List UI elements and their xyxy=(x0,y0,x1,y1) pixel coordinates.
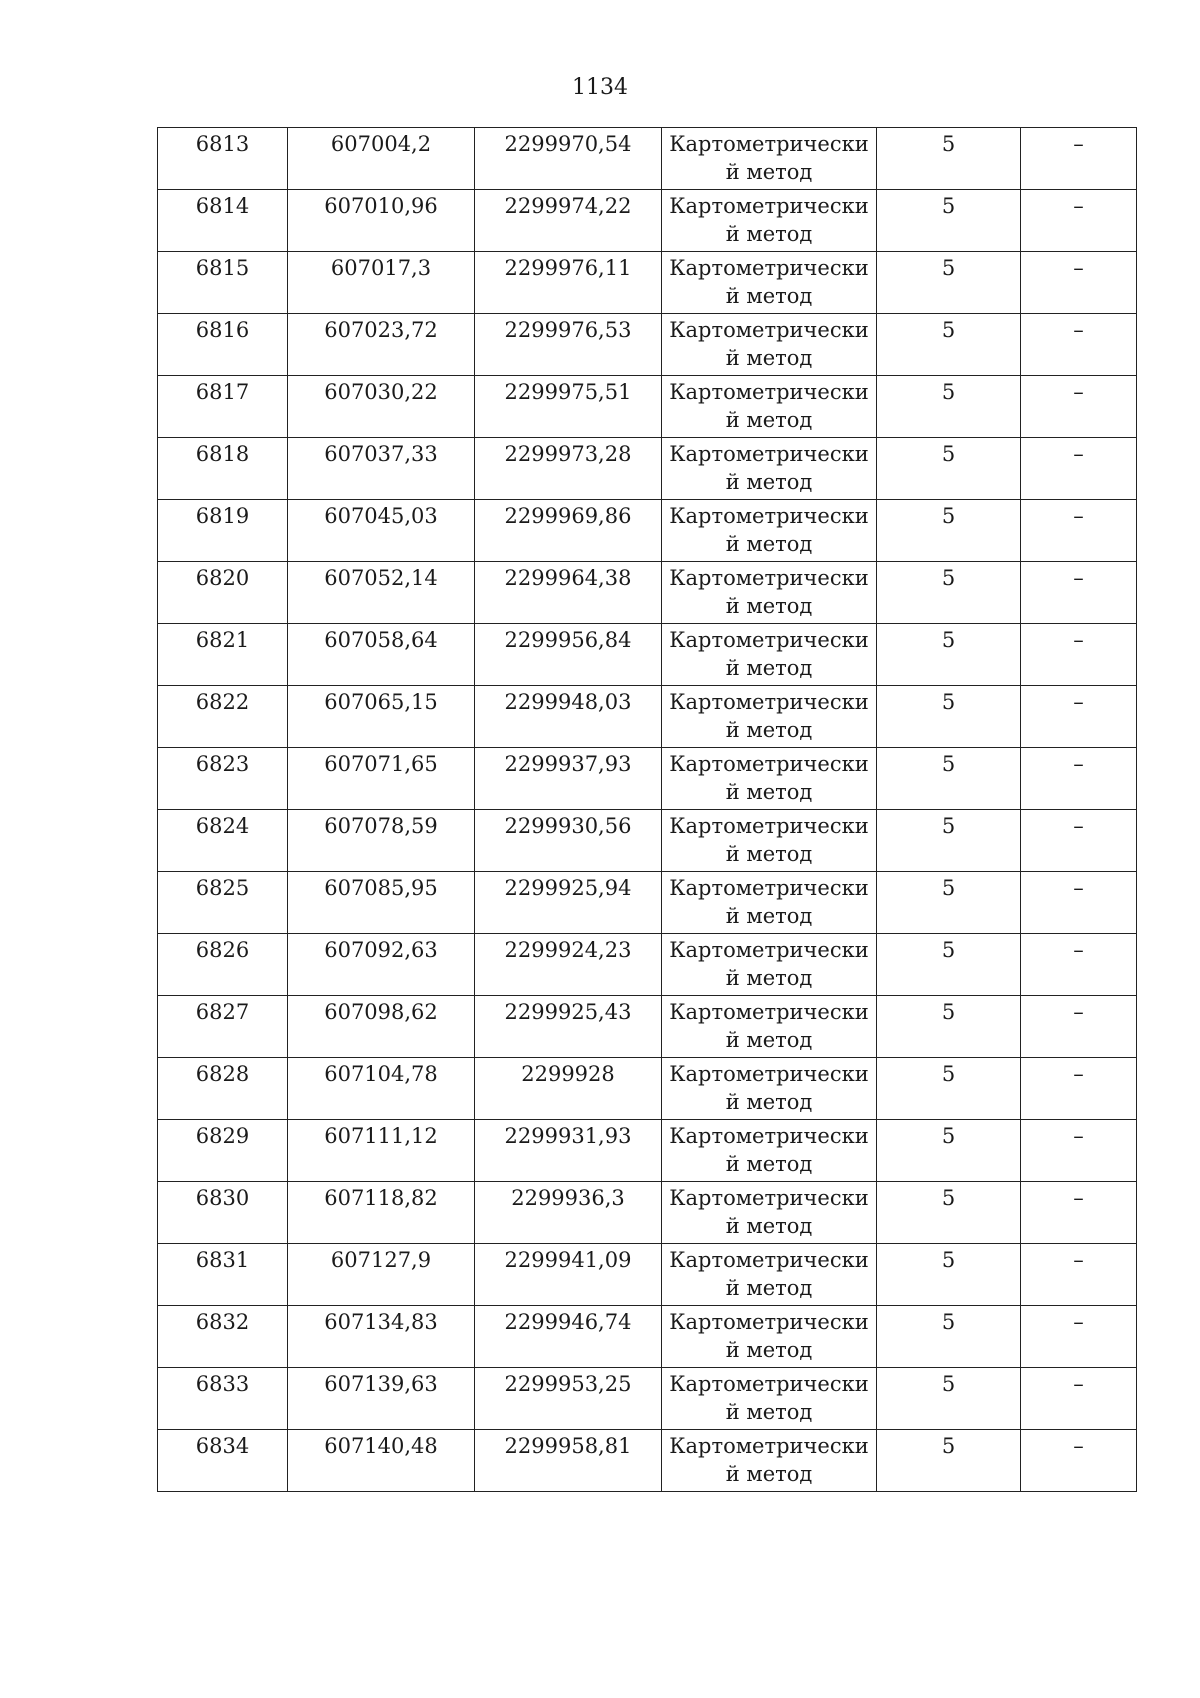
method-line-1: Картометрически xyxy=(669,1310,869,1334)
method-line-2: й метод xyxy=(725,1028,813,1052)
table-row xyxy=(158,624,1137,686)
table-row xyxy=(158,1182,1137,1244)
method-line-1: Картометрически xyxy=(669,628,869,652)
note-cell: – xyxy=(1021,1368,1137,1430)
method-line-2: й метод xyxy=(725,532,813,556)
note-cell: – xyxy=(1021,252,1137,314)
method-line-1: Картометрически xyxy=(669,1062,869,1086)
method-line-1: Картометрически xyxy=(669,690,869,714)
method-cell xyxy=(662,1306,877,1368)
table-row xyxy=(158,1368,1137,1430)
point-number-cell: 6819 xyxy=(158,500,288,562)
table-row xyxy=(158,1306,1137,1368)
point-number-cell: 6823 xyxy=(158,748,288,810)
method-cell xyxy=(662,934,877,996)
x-coordinate-cell: 607085,95 xyxy=(288,872,475,934)
accuracy-cell: 5 xyxy=(877,128,1021,190)
table-row xyxy=(158,190,1137,252)
method-line-2: й метод xyxy=(725,966,813,990)
method-line-2: й метод xyxy=(725,656,813,680)
note-cell: – xyxy=(1021,934,1137,996)
accuracy-cell: 5 xyxy=(877,1430,1021,1492)
coordinates-table xyxy=(157,127,1137,1492)
method-cell xyxy=(662,562,877,624)
table-row xyxy=(158,252,1137,314)
method-line-2: й метод xyxy=(725,1338,813,1362)
table-row xyxy=(158,934,1137,996)
method-line-2: й метод xyxy=(725,780,813,804)
method-line-1: Картометрически xyxy=(669,1186,869,1210)
note-cell: – xyxy=(1021,1182,1137,1244)
y-coordinate-cell: 2299970,54 xyxy=(475,128,662,190)
accuracy-cell: 5 xyxy=(877,1244,1021,1306)
point-number-cell: 6813 xyxy=(158,128,288,190)
x-coordinate-cell: 607134,83 xyxy=(288,1306,475,1368)
y-coordinate-cell: 2299953,25 xyxy=(475,1368,662,1430)
method-line-2: й метод xyxy=(725,408,813,432)
method-cell xyxy=(662,1058,877,1120)
note-cell: – xyxy=(1021,686,1137,748)
method-cell xyxy=(662,500,877,562)
point-number-cell: 6830 xyxy=(158,1182,288,1244)
method-cell xyxy=(662,1182,877,1244)
x-coordinate-cell: 607037,33 xyxy=(288,438,475,500)
coordinates-table-body xyxy=(158,128,1137,1492)
x-coordinate-cell: 607127,9 xyxy=(288,1244,475,1306)
method-line-1: Картометрически xyxy=(669,256,869,280)
table-row xyxy=(158,1244,1137,1306)
y-coordinate-cell: 2299964,38 xyxy=(475,562,662,624)
point-number-cell: 6825 xyxy=(158,872,288,934)
method-line-1: Картометрически xyxy=(669,380,869,404)
accuracy-cell: 5 xyxy=(877,252,1021,314)
method-cell xyxy=(662,252,877,314)
method-line-2: й метод xyxy=(725,904,813,928)
y-coordinate-cell: 2299969,86 xyxy=(475,500,662,562)
method-cell xyxy=(662,190,877,252)
x-coordinate-cell: 607004,2 xyxy=(288,128,475,190)
method-line-2: й метод xyxy=(725,594,813,618)
point-number-cell: 6820 xyxy=(158,562,288,624)
note-cell: – xyxy=(1021,1244,1137,1306)
note-cell: – xyxy=(1021,810,1137,872)
accuracy-cell: 5 xyxy=(877,376,1021,438)
y-coordinate-cell: 2299973,28 xyxy=(475,438,662,500)
accuracy-cell: 5 xyxy=(877,1058,1021,1120)
method-cell xyxy=(662,314,877,376)
point-number-cell: 6833 xyxy=(158,1368,288,1430)
method-cell xyxy=(662,748,877,810)
y-coordinate-cell: 2299928 xyxy=(475,1058,662,1120)
point-number-cell: 6814 xyxy=(158,190,288,252)
method-cell xyxy=(662,128,877,190)
table-row xyxy=(158,314,1137,376)
method-cell xyxy=(662,1120,877,1182)
y-coordinate-cell: 2299974,22 xyxy=(475,190,662,252)
method-line-2: й метод xyxy=(725,1214,813,1238)
x-coordinate-cell: 607023,72 xyxy=(288,314,475,376)
y-coordinate-cell: 2299976,11 xyxy=(475,252,662,314)
point-number-cell: 6827 xyxy=(158,996,288,1058)
method-line-1: Картометрически xyxy=(669,504,869,528)
table-row xyxy=(158,748,1137,810)
method-line-2: й метод xyxy=(725,718,813,742)
method-cell xyxy=(662,1430,877,1492)
table-row xyxy=(158,1120,1137,1182)
note-cell: – xyxy=(1021,314,1137,376)
x-coordinate-cell: 607030,22 xyxy=(288,376,475,438)
method-line-2: й метод xyxy=(725,284,813,308)
x-coordinate-cell: 607058,64 xyxy=(288,624,475,686)
x-coordinate-cell: 607104,78 xyxy=(288,1058,475,1120)
point-number-cell: 6821 xyxy=(158,624,288,686)
note-cell: – xyxy=(1021,1120,1137,1182)
point-number-cell: 6822 xyxy=(158,686,288,748)
x-coordinate-cell: 607052,14 xyxy=(288,562,475,624)
method-line-1: Картометрически xyxy=(669,876,869,900)
x-coordinate-cell: 607092,63 xyxy=(288,934,475,996)
point-number-cell: 6818 xyxy=(158,438,288,500)
note-cell: – xyxy=(1021,1058,1137,1120)
note-cell: – xyxy=(1021,1306,1137,1368)
point-number-cell: 6829 xyxy=(158,1120,288,1182)
accuracy-cell: 5 xyxy=(877,500,1021,562)
table-row xyxy=(158,686,1137,748)
method-cell xyxy=(662,872,877,934)
x-coordinate-cell: 607111,12 xyxy=(288,1120,475,1182)
method-line-2: й метод xyxy=(725,346,813,370)
method-line-2: й метод xyxy=(725,1152,813,1176)
y-coordinate-cell: 2299924,23 xyxy=(475,934,662,996)
method-line-1: Картометрически xyxy=(669,566,869,590)
method-line-1: Картометрически xyxy=(669,814,869,838)
note-cell: – xyxy=(1021,872,1137,934)
method-cell xyxy=(662,376,877,438)
y-coordinate-cell: 2299937,93 xyxy=(475,748,662,810)
table-row xyxy=(158,500,1137,562)
point-number-cell: 6831 xyxy=(158,1244,288,1306)
accuracy-cell: 5 xyxy=(877,872,1021,934)
method-line-1: Картометрически xyxy=(669,442,869,466)
accuracy-cell: 5 xyxy=(877,810,1021,872)
x-coordinate-cell: 607071,65 xyxy=(288,748,475,810)
y-coordinate-cell: 2299925,94 xyxy=(475,872,662,934)
accuracy-cell: 5 xyxy=(877,624,1021,686)
method-line-2: й метод xyxy=(725,222,813,246)
method-line-1: Картометрически xyxy=(669,1000,869,1024)
y-coordinate-cell: 2299936,3 xyxy=(475,1182,662,1244)
y-coordinate-cell: 2299930,56 xyxy=(475,810,662,872)
method-line-1: Картометрически xyxy=(669,752,869,776)
accuracy-cell: 5 xyxy=(877,996,1021,1058)
x-coordinate-cell: 607065,15 xyxy=(288,686,475,748)
method-line-1: Картометрически xyxy=(669,318,869,342)
note-cell: – xyxy=(1021,1430,1137,1492)
y-coordinate-cell: 2299976,53 xyxy=(475,314,662,376)
y-coordinate-cell: 2299925,43 xyxy=(475,996,662,1058)
x-coordinate-cell: 607045,03 xyxy=(288,500,475,562)
x-coordinate-cell: 607140,48 xyxy=(288,1430,475,1492)
accuracy-cell: 5 xyxy=(877,1368,1021,1430)
note-cell: – xyxy=(1021,376,1137,438)
table-row xyxy=(158,810,1137,872)
method-line-2: й метод xyxy=(725,1400,813,1424)
method-cell xyxy=(662,624,877,686)
method-cell xyxy=(662,1368,877,1430)
accuracy-cell: 5 xyxy=(877,438,1021,500)
accuracy-cell: 5 xyxy=(877,1182,1021,1244)
method-line-2: й метод xyxy=(725,470,813,494)
accuracy-cell: 5 xyxy=(877,934,1021,996)
table-row xyxy=(158,1058,1137,1120)
note-cell: – xyxy=(1021,996,1137,1058)
table-row xyxy=(158,438,1137,500)
point-number-cell: 6815 xyxy=(158,252,288,314)
point-number-cell: 6816 xyxy=(158,314,288,376)
accuracy-cell: 5 xyxy=(877,190,1021,252)
note-cell: – xyxy=(1021,128,1137,190)
accuracy-cell: 5 xyxy=(877,748,1021,810)
y-coordinate-cell: 2299948,03 xyxy=(475,686,662,748)
page-number: 1134 xyxy=(572,75,628,100)
x-coordinate-cell: 607139,63 xyxy=(288,1368,475,1430)
x-coordinate-cell: 607010,96 xyxy=(288,190,475,252)
method-line-1: Картометрически xyxy=(669,194,869,218)
method-cell xyxy=(662,1244,877,1306)
method-line-2: й метод xyxy=(725,1462,813,1486)
accuracy-cell: 5 xyxy=(877,686,1021,748)
point-number-cell: 6834 xyxy=(158,1430,288,1492)
y-coordinate-cell: 2299958,81 xyxy=(475,1430,662,1492)
note-cell: – xyxy=(1021,748,1137,810)
method-cell xyxy=(662,686,877,748)
method-line-1: Картометрически xyxy=(669,938,869,962)
point-number-cell: 6817 xyxy=(158,376,288,438)
note-cell: – xyxy=(1021,500,1137,562)
accuracy-cell: 5 xyxy=(877,1306,1021,1368)
y-coordinate-cell: 2299956,84 xyxy=(475,624,662,686)
method-line-1: Картометрически xyxy=(669,1124,869,1148)
note-cell: – xyxy=(1021,562,1137,624)
method-line-1: Картометрически xyxy=(669,1248,869,1272)
note-cell: – xyxy=(1021,624,1137,686)
note-cell: – xyxy=(1021,190,1137,252)
point-number-cell: 6832 xyxy=(158,1306,288,1368)
method-line-2: й метод xyxy=(725,1276,813,1300)
table-row xyxy=(158,562,1137,624)
method-line-2: й метод xyxy=(725,160,813,184)
x-coordinate-cell: 607078,59 xyxy=(288,810,475,872)
method-cell xyxy=(662,996,877,1058)
table-row xyxy=(158,1430,1137,1492)
method-cell xyxy=(662,810,877,872)
table-row xyxy=(158,996,1137,1058)
point-number-cell: 6824 xyxy=(158,810,288,872)
y-coordinate-cell: 2299931,93 xyxy=(475,1120,662,1182)
method-cell xyxy=(662,438,877,500)
table-row xyxy=(158,128,1137,190)
accuracy-cell: 5 xyxy=(877,314,1021,376)
method-line-1: Картометрически xyxy=(669,1434,869,1458)
x-coordinate-cell: 607098,62 xyxy=(288,996,475,1058)
accuracy-cell: 5 xyxy=(877,562,1021,624)
table-row xyxy=(158,872,1137,934)
y-coordinate-cell: 2299946,74 xyxy=(475,1306,662,1368)
y-coordinate-cell: 2299941,09 xyxy=(475,1244,662,1306)
method-line-2: й метод xyxy=(725,842,813,866)
table-row xyxy=(158,376,1137,438)
method-line-1: Картометрически xyxy=(669,132,869,156)
method-line-1: Картометрически xyxy=(669,1372,869,1396)
point-number-cell: 6828 xyxy=(158,1058,288,1120)
accuracy-cell: 5 xyxy=(877,1120,1021,1182)
method-line-2: й метод xyxy=(725,1090,813,1114)
note-cell: – xyxy=(1021,438,1137,500)
x-coordinate-cell: 607017,3 xyxy=(288,252,475,314)
point-number-cell: 6826 xyxy=(158,934,288,996)
x-coordinate-cell: 607118,82 xyxy=(288,1182,475,1244)
y-coordinate-cell: 2299975,51 xyxy=(475,376,662,438)
